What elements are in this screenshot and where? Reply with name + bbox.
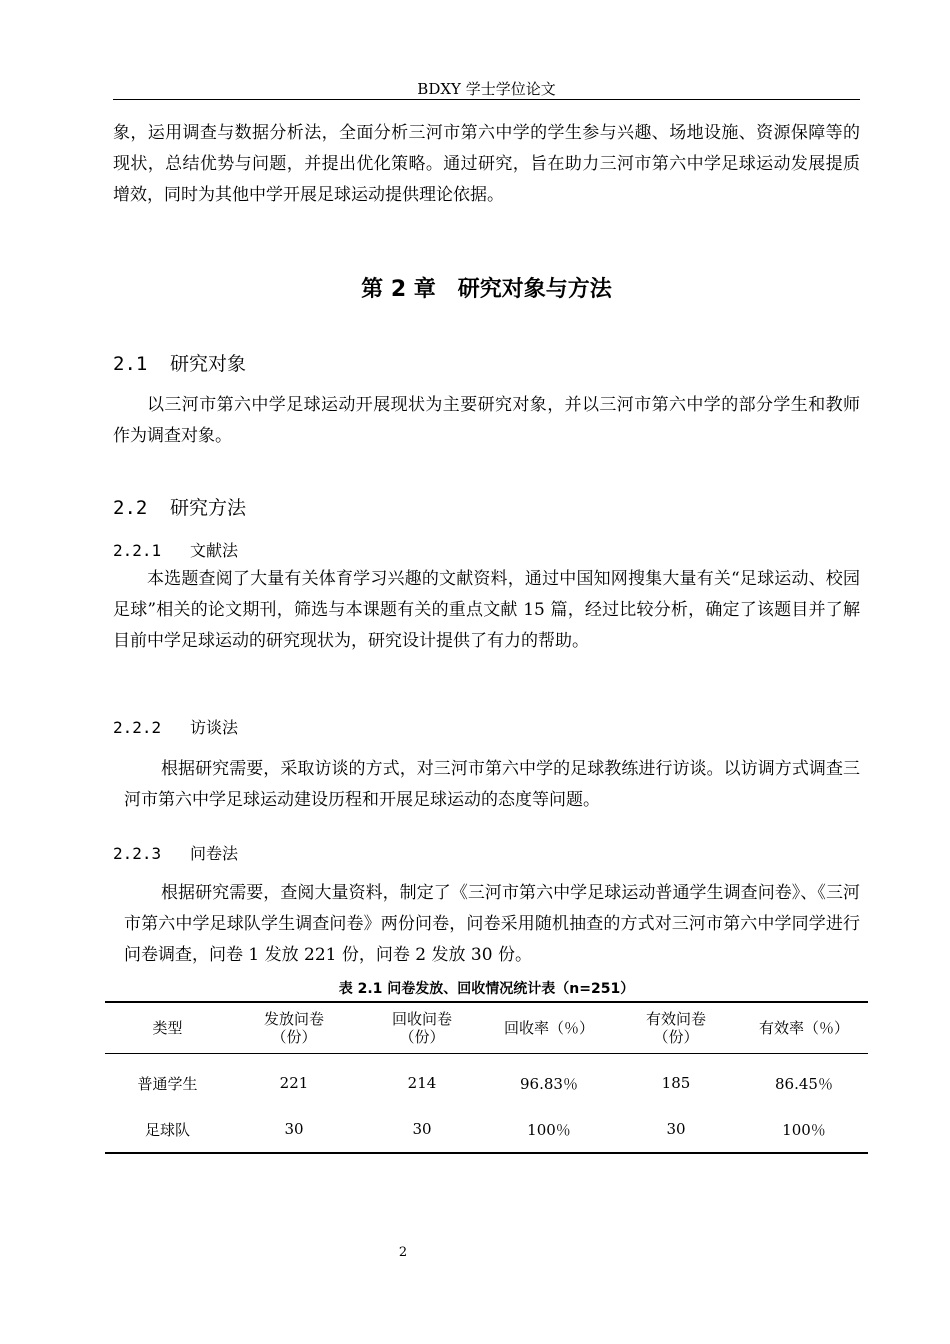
subsection-number: 2.2.3 (113, 844, 162, 863)
survey-table (105, 1001, 868, 1154)
section-number: 2.2 (113, 497, 148, 519)
table-cell: 96.83％ (520, 1074, 578, 1093)
subsection-2-2-1-heading (113, 538, 238, 561)
table-header-cell: 有效率（％） (740, 1002, 868, 1054)
table-cell: 185 (661, 1074, 691, 1092)
section-title: 研究方法 (170, 497, 247, 519)
section-2-2-heading (113, 493, 246, 520)
table-row (105, 1054, 868, 1107)
running-header: BDXY 学士学位论文 (417, 80, 556, 98)
subsection-2-2-2-paragraph: 根据研究需要，采取访谈的方式，对三河市第六中学的足球教练进行访谈。以访调方式调查三河市第六中学足球运动建设历程和开展足球运动的态度等问题。 (124, 759, 860, 810)
header-rule (113, 99, 860, 100)
subsection-title: 文献法 (190, 541, 239, 560)
table-row (105, 1106, 868, 1153)
table-header-cell: 发放问卷 （份） (230, 1002, 358, 1054)
subsection-number: 2.2.1 (113, 541, 162, 560)
subsection-title: 访谈法 (190, 718, 239, 737)
subsection-2-2-2-heading (113, 715, 238, 738)
table-cell: 30 (358, 1106, 486, 1153)
subsection-title: 问卷法 (190, 844, 239, 863)
section-2-1-heading (113, 349, 246, 376)
table-cell: 214 (407, 1074, 437, 1092)
subsection-2-2-3-paragraph: 根据研究需要，查阅大量资料，制定了《三河市第六中学足球运动普通学生调查问卷》、《三河市第六中学足球队学生调查问卷》两份问卷，问卷采用随机抽查的方式对三河市第六中学同学进行问卷调查，问卷 1 发放 221 份，问卷 2 发放 30 份。 (124, 883, 860, 965)
chapter-title: 第 2 章 研究对象与方法 (361, 277, 612, 302)
table-cell: 30 (230, 1106, 358, 1153)
table-header-row (105, 1002, 868, 1054)
section-2-1-paragraph: 以三河市第六中学足球运动开展现状为主要研究对象，并以三河市第六中学的部分学生和教师作为调查对象。 (113, 395, 860, 446)
page-number: 2 (398, 1245, 408, 1260)
table-cell: 100％ (740, 1106, 868, 1153)
section-title: 研究对象 (170, 353, 247, 375)
table-cell: 普通学生 (137, 1074, 198, 1093)
table-cell: 足球队 (105, 1106, 230, 1153)
table-cell: 100％ (486, 1106, 612, 1153)
table-header-cell: 有效问卷 （份） (612, 1002, 740, 1054)
table-header-cell: 回收问卷 （份） (358, 1002, 486, 1054)
table-header-cell: 回收率（％） (486, 1002, 612, 1054)
subsection-2-2-1-paragraph: 本选题查阅了大量有关体育学习兴趣的文献资料，通过中国知网搜集大量有关“足球运动、校园足球”相关的论文期刊，筛选与本课题有关的重点文献 15 篇，经过比较分析，确定了该题目并了解目前中学足球运动的研究现状为，研究设计提供了有力的帮助。 (113, 569, 860, 651)
section-number: 2.1 (113, 353, 148, 375)
table-caption: 表 2.1 问卷发放、回收情况统计表（n=251） (338, 981, 635, 997)
table-cell: 30 (612, 1106, 740, 1153)
table-cell: 221 (279, 1074, 309, 1092)
table-header-cell: 类型 (105, 1002, 230, 1054)
table-cell: 86.45％ (775, 1074, 833, 1093)
subsection-number: 2.2.2 (113, 718, 162, 737)
subsection-2-2-3-heading (113, 841, 238, 864)
intro-paragraph: 象，运用调查与数据分析法，全面分析三河市第六中学的学生参与兴趣、场地设施、资源保障等的现状，总结优势与问题，并提出优化策略。通过研究，旨在助力三河市第六中学足球运动发展提质增效，同时为其他中学开展足球运动提供理论依据。 (113, 123, 860, 205)
